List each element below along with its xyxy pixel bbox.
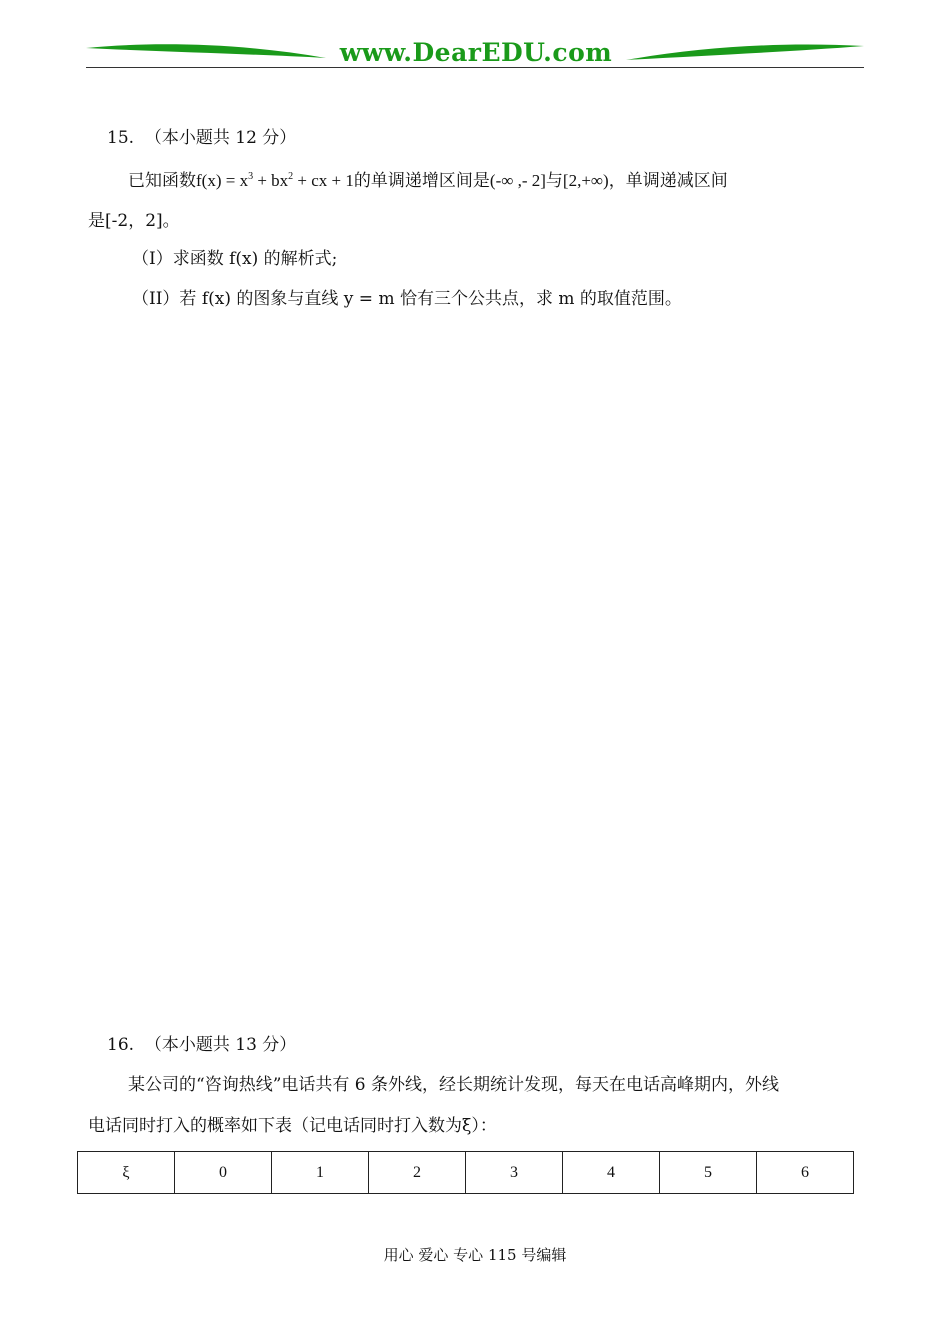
header-rule (86, 67, 864, 68)
q15-part2: （II）若 f(x) 的图象与直线 y = m 恰有三个公共点，求 m 的取值范围。 (132, 289, 682, 309)
table-row (78, 1152, 854, 1194)
q16-number: 16. (107, 1035, 135, 1055)
q16-heading (107, 1033, 296, 1057)
q15-number: 15. (107, 128, 135, 148)
q15-stem-line1 (128, 165, 728, 193)
table-cell: 6 (756, 1152, 853, 1194)
q15-heading (107, 126, 296, 150)
table-cell: 0 (174, 1152, 271, 1194)
table-cell: 5 (659, 1152, 756, 1194)
site-header-banner (86, 36, 864, 76)
q15-stem-and: 与 (545, 171, 563, 191)
q15-stem-mid: 的单调递增区间是 (353, 171, 490, 191)
q15-function: $f(x) = x^3 + bx^2$ + cx + 1 (196, 171, 354, 190)
q16-meta: （本小题共 13 分） (144, 1035, 297, 1055)
q15-stem-line2: 是[-2，2]。 (88, 211, 180, 231)
q15-part1: （I）求函数 f(x) 的解析式; (132, 249, 338, 269)
q16-stem-line1: 某公司的“咨询热线”电话共有 6 条外线，经长期统计发现，每天在电话高峰期内，外线 (128, 1075, 780, 1095)
q15-meta: （本小题共 12 分） (144, 128, 297, 148)
table-cell: 4 (562, 1152, 659, 1194)
page-footer: 用心 爱心 专心 115 号编辑 (383, 1246, 567, 1264)
q15-stem-tail: ，单调递减区间 (608, 171, 728, 191)
q16-stem-line2: 电话同时打入的概率如下表（记电话同时打入数为ξ）： (88, 1116, 497, 1136)
site-logo-text: www.DearEDU.com (339, 38, 613, 67)
table-cell-xi: ξ (78, 1152, 175, 1194)
q15-interval2: [2,+∞) (562, 171, 609, 190)
q15-stem-prefix: 已知函数 (128, 171, 196, 191)
probability-table (77, 1151, 854, 1194)
table-cell: 3 (465, 1152, 562, 1194)
q15-interval1: (-∞ ,- 2] (489, 171, 546, 190)
table-cell: 2 (368, 1152, 465, 1194)
table-cell: 1 (271, 1152, 368, 1194)
